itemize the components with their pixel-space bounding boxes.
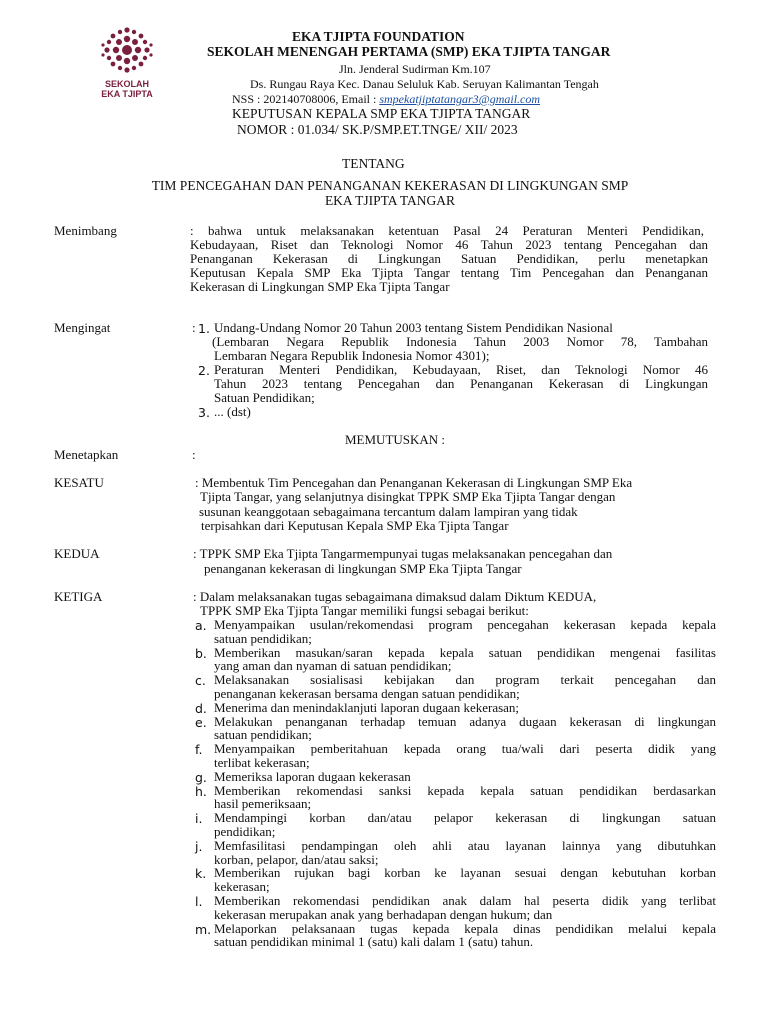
menimbang-label: Menimbang [54,223,117,238]
mengingat-colon: : [192,320,196,335]
ketiga-item-line: Memberikan masukan/saran kepada kepala satuan pendidikan mengenai fasilitas [214,644,716,660]
decree-number: NOMOR : 01.034/ SK.P/SMP.ET.TNGE/ XII/ 2023 [237,122,518,137]
ketiga-item-line: Memeriksa laporan dugaan kekerasan [214,768,411,784]
kedua-line: : TPPK SMP Eka Tjipta Tangarmempunyai tugas melaksanakan pencegahan dan [193,546,613,561]
ketiga-item-line: terlibat kekerasan; [214,755,310,770]
ketiga-item-mark: h. [195,783,207,799]
ketiga-item-mark: e. [195,714,207,730]
ketiga-item-line: Memberikan rekomendasi sanksi kepada kepala satuan pendidikan berdasarkan [214,782,716,798]
menimbang-line: Penanganan Kekerasan di Lingkungan Satuan Pendidikan, perlu menetapkan [190,251,708,266]
ketiga-item-line: satuan pendidikan; [214,727,312,743]
ketiga-item-mark: g. [195,769,207,785]
menimbang-line: : bahwa untuk melaksanakan ketentuan Pasal 24 Peraturan Menteri Pendidikan, [190,223,704,238]
mengingat-item-mark: 2. [198,363,210,378]
ketiga-item-line: satuan pendidikan; [214,630,312,646]
menimbang-line: Kekerasan di Lingkungan SMP Eka Tjipta Tangar [190,279,450,294]
ketiga-item-line: Menerima dan menindaklanjuti laporan dugaan kekerasan; [214,699,520,715]
ketiga-item-line: kekerasan; [214,879,270,895]
menimbang-line: Keputusan Kepala SMP Eka Tjipta Tangar tentang Tim Pencegahan dan Penanganan [190,265,708,280]
ketiga-item-line: Menyampaikan usulan/rekomendasi program pencegahan kekerasan kepada kepala [214,617,716,632]
mengingat-item-mark: 1. [198,321,210,336]
ketiga-item-line: pendidikan; [214,824,276,839]
ketiga-item-line: Menyampaikan pemberitahuan kepada orang tua/wali dari peserta didik yang [214,741,716,757]
mengingat-item-line: ... (dst) [214,404,251,419]
ketiga-intro: TPPK SMP Eka Tjipta Tangar memiliki fungsi sebagai berikut: [200,603,529,618]
ketiga-item-mark: d. [195,700,207,716]
ketiga-item-line: Melakukan penanganan terhadap temuan adanya dugaan kekerasan di lingkungan [214,713,716,729]
mengingat-item-line: Tahun 2023 tentang Pencegahan dan Penanganan Kekerasan di Lingkungan [214,376,708,391]
mengingat-item-line: Satuan Pendidikan; [214,390,315,405]
kesatu-label: KESATU [54,475,104,490]
ketiga-item-line: Melaporkan pelaksanaan tugas kepada kepala dinas pendidikan melalui kepala [214,920,716,936]
kesatu-line: terpisahkan dari Keputusan Kepala SMP Eka Tjipta Tangar [201,518,509,533]
ketiga-item-line: korban, pelapor, dan/atau saksi; [214,851,379,867]
ketiga-item-mark: f. [195,742,203,758]
mengingat-item-line: Undang-Undang Nomor 20 Tahun 2003 tentang Sistem Pendidikan Nasional [214,320,613,335]
ketiga-item-line: hasil pemeriksaan; [214,796,312,812]
mengingat-item-line: Lembaran Negara Republik Indonesia Nomor 4301); [214,348,490,363]
menetapkan-colon: : [192,447,196,462]
foundation-name: EKA TJIPTA FOUNDATION [292,29,465,44]
mengingat-item-line: (Lembaran Negara Republik Indonesia Tahun 2003 Nomor 78, Tambahan [212,334,708,349]
ketiga-item-mark: a. [195,618,207,633]
subject-line-1: TIM PENCEGAHAN DAN PENANGANAN KEKERASAN DI LINGKUNGAN SMP [151,178,629,193]
ketiga-item-mark: m. [195,921,212,937]
menetapkan-label: Menetapkan [54,447,119,462]
ketiga-item-line: Melaksanakan sosialisasi kebijakan dan program terkait pencegahan dan [214,672,716,688]
ketiga-label: KETIGA [54,589,103,604]
ketiga-item-mark: c. [195,673,206,689]
ketiga-item-line: Memfasilitasi pendampingan oleh ahli atau layanan lainnya yang dibutuhkan [214,837,716,853]
ketiga-item-line: penanganan kekerasan bersama dengan satuan pendidikan; [214,686,520,701]
logo-text-2: EKA TJIPTA [101,89,153,99]
kesatu-line: Tjipta Tangar, yang selanjutnya disingkat TPPK SMP Eka Tjipta Tangar dengan [200,489,616,504]
tentang-heading: TENTANG [342,156,405,171]
subject-line-2: EKA TJIPTA TANGAR [324,193,456,208]
memutuskan-heading: MEMUTUSKAN : [345,432,446,447]
ketiga-item-mark: j. [195,838,203,854]
ketiga-item-mark: l. [195,894,203,909]
mengingat-item-line: Peraturan Menteri Pendidikan, Kebudayaan, Riset, dan Teknologi Nomor 46 [214,362,708,377]
email-link[interactable]: smpekatjiptatangar3@gmail.com [379,92,541,106]
ketiga-item-line: Mendampingi korban dan/atau pelapor kekerasan di lingkungan satuan [214,810,716,826]
address-line-1: Jln. Jenderal Sudirman Km.107 [339,62,491,76]
menimbang-line: Kebudayaan, Riset dan Teknologi Nomor 46 Tahun 2023 tentang Pencegahan dan [190,237,708,252]
contact-line [232,92,540,106]
kesatu-line: susunan keanggotaan sebagaimana tercantum dalam lampiran yang tidak [199,504,578,519]
school-logo [92,26,162,98]
ketiga-item-line: Memberikan rujukan bagi korban ke layanan sesuai dengan kebutuhan korban [214,865,716,881]
logo-text-1: SEKOLAH [104,79,149,89]
kesatu-line: : Membentuk Tim Pencegahan dan Penanganan Kekerasan di Lingkungan SMP Eka [195,475,633,490]
kedua-label: KEDUA [54,546,100,561]
school-name: SEKOLAH MENENGAH PERTAMA (SMP) EKA TJIPTA TANGAR [207,44,611,59]
mengingat-label: Mengingat [54,320,111,335]
ketiga-intro: : Dalam melaksanakan tugas sebagaimana dimaksud dalam Diktum KEDUA, [193,589,597,604]
ketiga-item-line: satuan pendidikan minimal 1 (satu) kali dalam 1 (satu) tahun. [214,934,534,950]
contact-prefix: NSS : 202140708006, Email : [232,92,380,106]
kedua-line: penanganan kekerasan di lingkungan SMP Eka Tjipta Tangar [204,561,522,576]
address-line-2: Ds. Rungau Raya Kec. Danau Seluluk Kab. Seruyan Kalimantan Tengah [250,77,599,91]
decree-title: KEPUTUSAN KEPALA SMP EKA TJIPTA TANGAR [232,106,531,121]
ketiga-item-line: yang aman dan nyaman di satuan pendidikan; [214,658,452,674]
ketiga-item-line: kekerasan merupakan anak yang berhadapan dengan hukum; dan [214,906,553,922]
ketiga-item-mark: k. [195,866,207,882]
ketiga-item-mark: i. [195,811,203,827]
ketiga-item-line: Memberikan rekomendasi pendidikan anak dalam hal peserta didik yang terlibat [214,893,716,908]
mengingat-item-mark: 3. [198,405,210,420]
logo-emblem-icon [92,26,162,74]
ketiga-item-mark: b. [195,645,207,661]
